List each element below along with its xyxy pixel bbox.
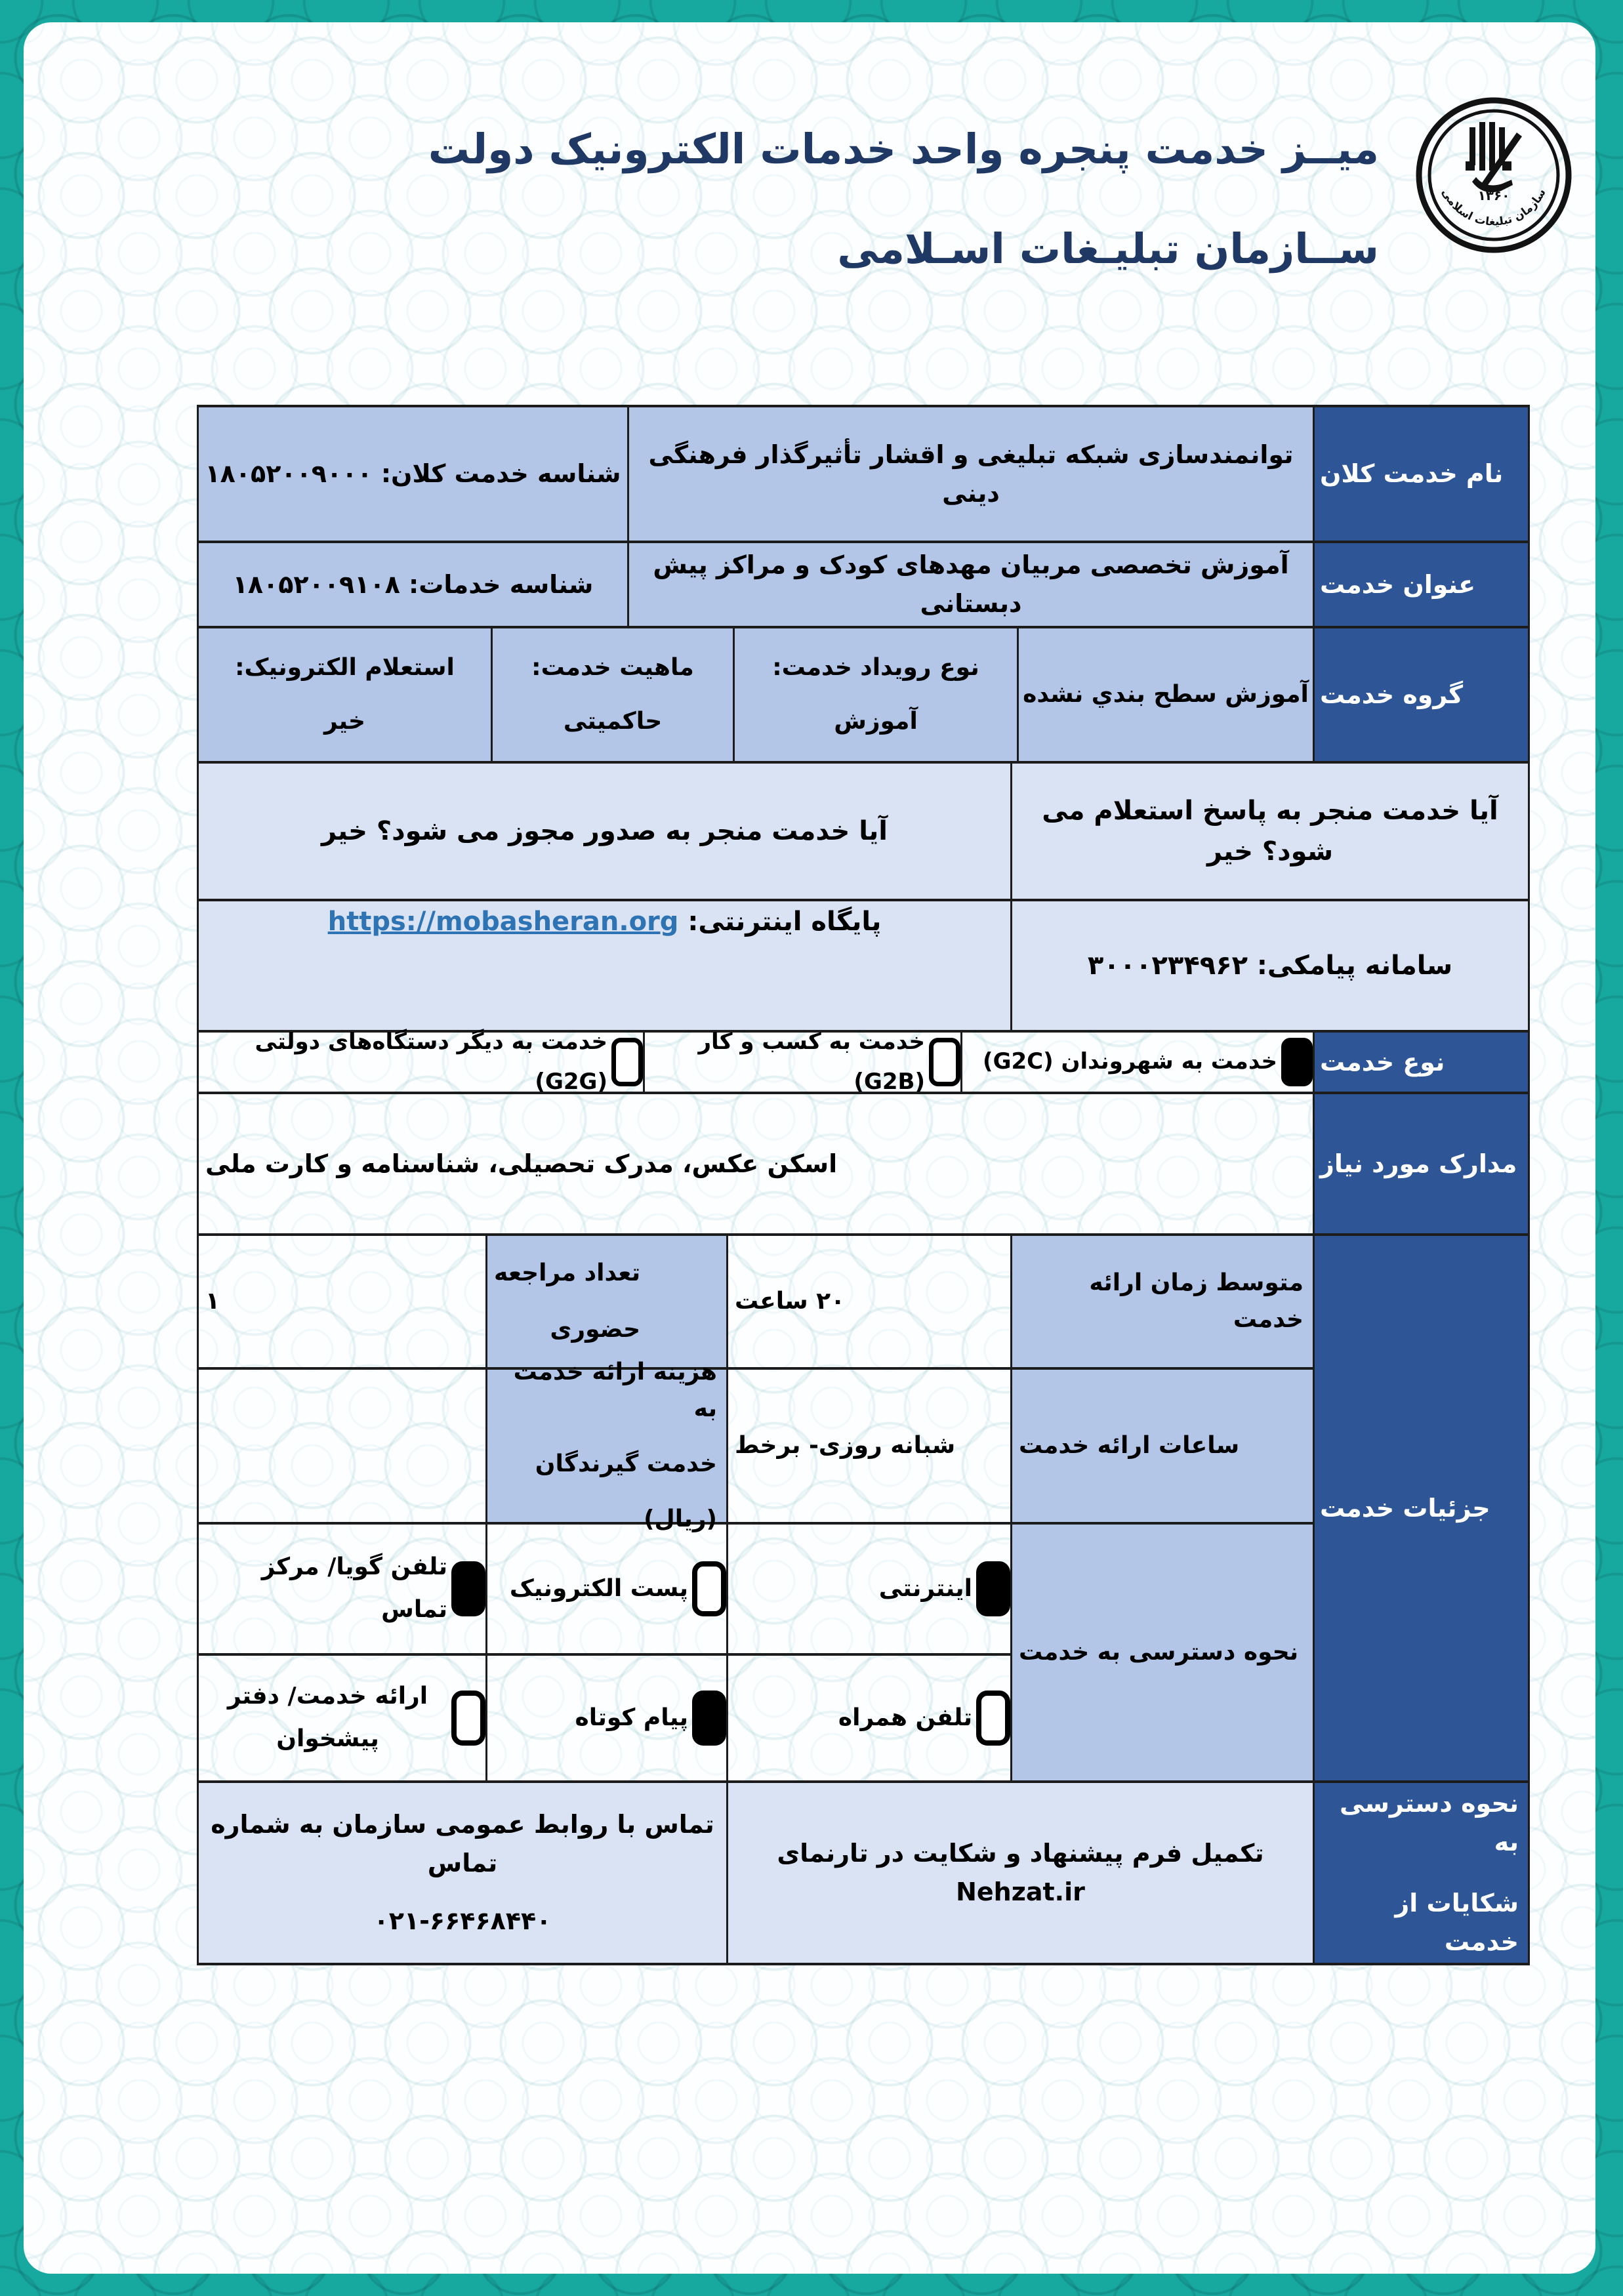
access-methods-block [197, 1525, 1313, 1783]
service-hours-value: شبانه روزی- برخط [726, 1370, 1010, 1525]
g2c-checkbox[interactable] [1281, 1038, 1313, 1086]
complaints-phone: تماس با روابط عمومی سازمان به شماره تماس ۰۲۱-۶۶۴۶۸۴۴۰ [197, 1783, 726, 1965]
g2g-checkbox[interactable] [611, 1038, 643, 1086]
website-label: پایگاه اینترنتی: [688, 907, 882, 937]
row-service-group [197, 628, 1528, 764]
internet-checkbox[interactable] [976, 1561, 1010, 1616]
access-methods-options [197, 1525, 1010, 1783]
website-cell [197, 901, 1010, 1033]
website-link[interactable]: https://mobasheran.org [327, 907, 679, 937]
access-option-mobile: تلفن همراه [726, 1656, 1010, 1783]
row-complaints [197, 1783, 1528, 1965]
service-details-grid [197, 1236, 1313, 1783]
service-group-nature: ماهیت خدمت: حاکمیتی [491, 628, 733, 764]
access-option-ivr: تلفن گویا/ مرکز تماس [197, 1525, 485, 1656]
page-title [428, 100, 1379, 299]
sms-system-value: سامانه پیامکی: ۳۰۰۰۲۳۴۹۶۲ [1010, 901, 1528, 1033]
visit-count-value: ۱ [197, 1236, 485, 1370]
row-label-required-documents: مدارک مورد نیاز [1313, 1094, 1528, 1236]
access-row-1 [197, 1525, 1010, 1656]
service-hours-label: ساعات ارائه خدمت [1010, 1370, 1313, 1525]
service-table [197, 405, 1530, 1965]
email-checkbox[interactable] [692, 1561, 726, 1616]
row-label-macro-service: نام خدمت کلان [1313, 407, 1528, 543]
page-card [24, 22, 1595, 2274]
row-label-service-title: عنوان خدمت [1313, 543, 1528, 628]
page-title-line2: ســازمان تبلیـغات اسـلامی [837, 225, 1379, 273]
mobile-checkbox[interactable] [976, 1691, 1010, 1746]
counter-checkbox[interactable] [451, 1691, 485, 1746]
g2b-checkbox[interactable] [929, 1038, 960, 1086]
service-details-group [197, 1236, 1528, 1783]
access-methods-label: نحوه دسترسی به خدمت [1010, 1525, 1313, 1783]
access-option-counter: ارائه خدمت/ دفتر پیشخوان [197, 1656, 485, 1783]
service-title-id: شناسه خدمات: ۱۸۰۵۲۰۰۹۱۰۸ [197, 543, 627, 628]
service-group-event-type: نوع رویداد خدمت: آموزش [733, 628, 1017, 764]
row-label-complaints: نحوه دسترسی به شکایات از خدمت [1313, 1783, 1528, 1965]
row-label-service-type: نوع خدمت [1313, 1033, 1528, 1094]
avg-time-label: متوسط زمان ارائه خدمت [1010, 1236, 1313, 1370]
logo-arc-text: سازمان تبلیغات اسلامی [1439, 186, 1549, 229]
row-service-hours [197, 1359, 1313, 1532]
row-required-documents [197, 1094, 1528, 1236]
inquiry-answer-right: آیا خدمت منجر به پاسخ استعلام می شود؟ خیر [1010, 764, 1528, 901]
logo-calligraphy-icon [1466, 122, 1522, 192]
service-type-option-g2b: خدمت به کسب و کار (G2B) [643, 1033, 960, 1094]
avg-time-value: ۲۰ ساعت [726, 1236, 1010, 1370]
service-group-einquiry: استعلام الکترونیک: خیر [197, 628, 491, 764]
ivr-checkbox[interactable] [451, 1561, 485, 1616]
macro-service-id: شناسه خدمت کلان: ۱۸۰۵۲۰۰۹۰۰۰ [197, 407, 627, 543]
row-sms-website [197, 901, 1528, 1033]
logo-year: ۱۳۶۰ [1477, 188, 1510, 203]
visit-count-label: تعداد مراجعه حضوری [485, 1236, 726, 1370]
service-cost-label: هزینه ارائه خدمت به خدمت گیرندگان (ریال) [485, 1370, 726, 1525]
service-group-level: آموزش سطح بندي نشده [1017, 628, 1313, 764]
service-type-option-g2c: خدمت به شهروندان (G2C) [960, 1033, 1313, 1094]
row-macro-service [197, 407, 1528, 543]
row-service-title [197, 543, 1528, 628]
macro-service-value: توانمندسازی شبکه تبلیغی و اقشار تأثیرگذار فرهنگی دینی [627, 407, 1313, 543]
row-service-type [197, 1028, 1528, 1095]
access-option-email: پست الکترونیک [485, 1525, 726, 1656]
access-row-2 [197, 1656, 1010, 1783]
row-label-service-details: جزئیات خدمت [1313, 1236, 1528, 1783]
row-avg-time [197, 1236, 1313, 1370]
service-title-value: آموزش تخصصی مربیان مهدهای کودک و مراکز پیش دبستانی [627, 543, 1313, 628]
row-label-service-group: گروه خدمت [1313, 628, 1528, 764]
complaints-web-form: تکمیل فرم پیشنهاد و شکایت در تارنمای Nehzat.ir [726, 1783, 1313, 1965]
service-type-option-g2g: خدمت به دیگر دستگاه‌های دولتی (G2G) [197, 1033, 643, 1094]
complaints-phone-number: ۰۲۱-۶۶۴۶۸۴۴۰ [373, 1906, 552, 1936]
page-title-line1: میــز خدمت پنجره واحد خدمات الکترونیک دولت [428, 125, 1379, 173]
license-answer-left: آیا خدمت منجر به صدور مجوز می شود؟ خیر [197, 764, 1010, 901]
access-option-internet: اینترنتی [726, 1525, 1010, 1656]
service-cost-value [197, 1370, 485, 1525]
row-inquiry-question [197, 764, 1528, 901]
access-option-sms: پیام کوتاه [485, 1656, 726, 1783]
organization-logo [1413, 93, 1574, 257]
required-documents-value: اسکن عکس، مدرک تحصیلی، شناسنامه و کارت ملی [197, 1094, 1313, 1236]
sms-checkbox[interactable] [692, 1691, 726, 1746]
